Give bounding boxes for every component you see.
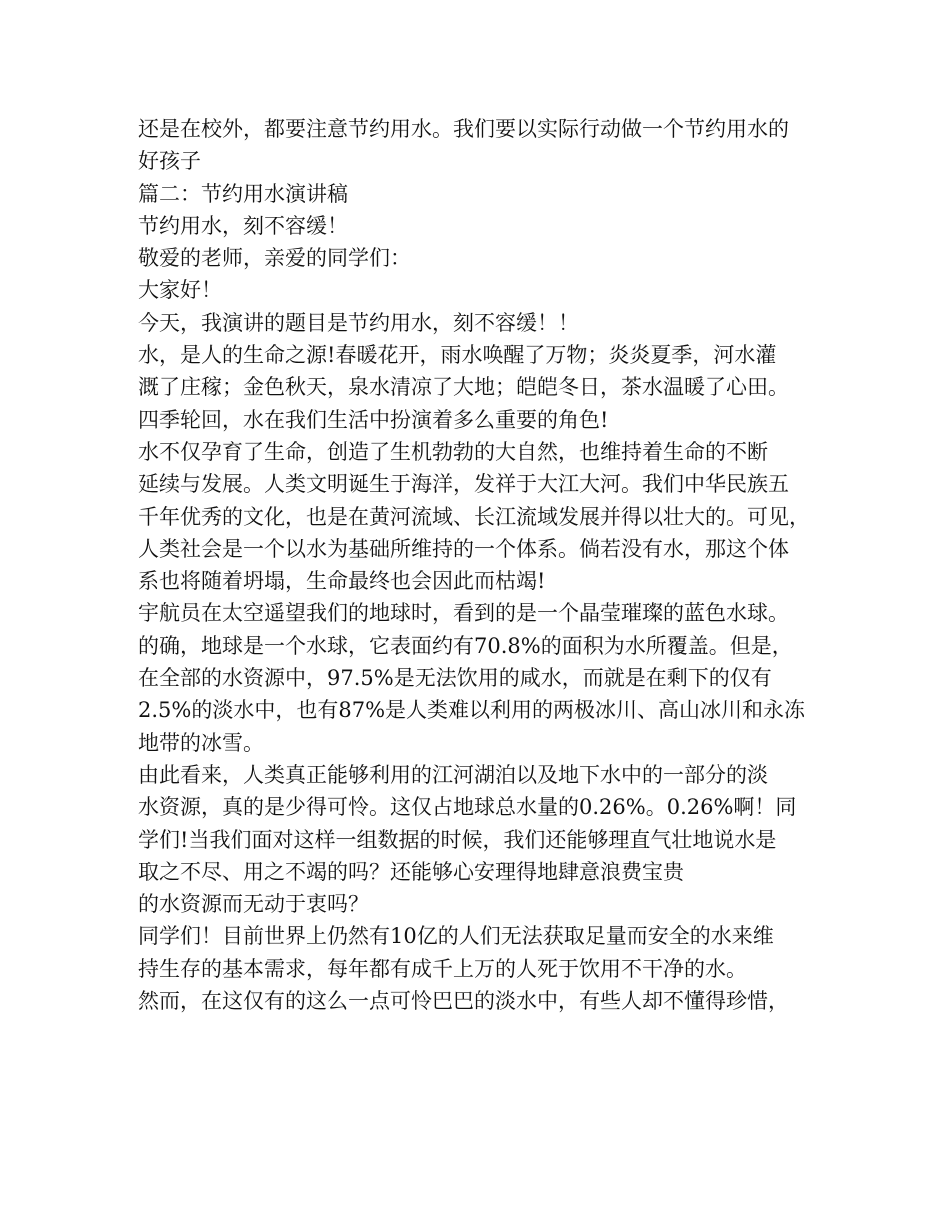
text-line: 系也将随着坍塌，生命最终也会因此而枯竭! <box>138 569 546 594</box>
section-heading: 篇二：节约用水演讲稿 <box>138 181 348 206</box>
text-line: 同学们！目前世界上仍然有10亿的人们无法获取足量而安全的水来维 <box>138 924 774 949</box>
text-line: 然而，在这仅有的这么一点可怜巴巴的淡水中，有些人却不懂得珍惜， <box>138 989 789 1014</box>
document-body <box>138 113 828 1017</box>
text-line: 四季轮回，水在我们生活中扮演着多么重要的角色! <box>138 407 609 432</box>
text-line: 今天，我演讲的题目是节约用水，刻不容缓！！ <box>138 310 579 335</box>
text-line: 还是在校外，都要注意节约用水。我们要以实际行动做一个节约用水的 <box>138 117 789 141</box>
text-line: 宇航员在太空遥望我们的地球时，看到的是一个晶莹璀璨的蓝色水球。 <box>138 601 789 626</box>
salutation: 敬爱的老师，亲爱的同学们： <box>138 246 411 271</box>
text-line: 的确，地球是一个水球，它表面约有70.8%的面积为水所覆盖。但是， <box>138 633 793 658</box>
text-line: 学们!当我们面对这样一组数据的时候，我们还能够理直气壮地说水是 <box>138 827 777 852</box>
text-line: 水资源，真的是少得可怜。这仅占地球总水量的0.26%。0.26%啊！同 <box>138 795 797 820</box>
text-line: 的水资源而无动于衷吗？ <box>138 892 369 917</box>
text-line: 延续与发展。人类文明诞生于海洋，发祥于大江大河。我们中华民族五 <box>138 472 789 497</box>
text-line: 由此看来，人类真正能够利用的江河湖泊以及地下水中的一部分的淡 <box>138 762 768 787</box>
text-line: 持生存的基本需求，每年都有成千上万的人死于饮用不干净的水。 <box>138 956 747 981</box>
text-line: 千年优秀的文化，也是在黄河流域、长江流域发展并得以壮大的。可见， <box>138 504 810 529</box>
text-line: 溉了庄稼；金色秋天，泉水清凉了大地；皑皑冬日，茶水温暖了心田。 <box>138 375 789 400</box>
text-line: 人类社会是一个以水为基础所维持的一个体系。倘若没有水，那这个体 <box>138 536 789 561</box>
speech-title: 节约用水，刻不容缓！ <box>138 213 348 238</box>
text-line: 取之不尽、用之不竭的吗？还能够心安理得地肆意浪费宝贵 <box>138 859 684 884</box>
text-line: 在全部的水资源中，97.5%是无法饮用的咸水，而就是在剩下的仅有 <box>138 666 772 691</box>
text-line: 水不仅孕育了生命，创造了生机勃勃的大自然，也维持着生命的不断 <box>138 439 768 464</box>
greeting: 大家好！ <box>138 278 222 303</box>
text-line: 地带的冰雪。 <box>138 730 264 755</box>
text-line: 水，是人的生命之源!春暖花开，雨水唤醒了万物；炎炎夏季，河水灌 <box>138 343 777 368</box>
text-line: 2.5%的淡水中，也有87%是人类难以利用的两极冰川、高山冰川和永冻 <box>138 698 806 723</box>
text-line: 好孩子 <box>138 149 201 174</box>
